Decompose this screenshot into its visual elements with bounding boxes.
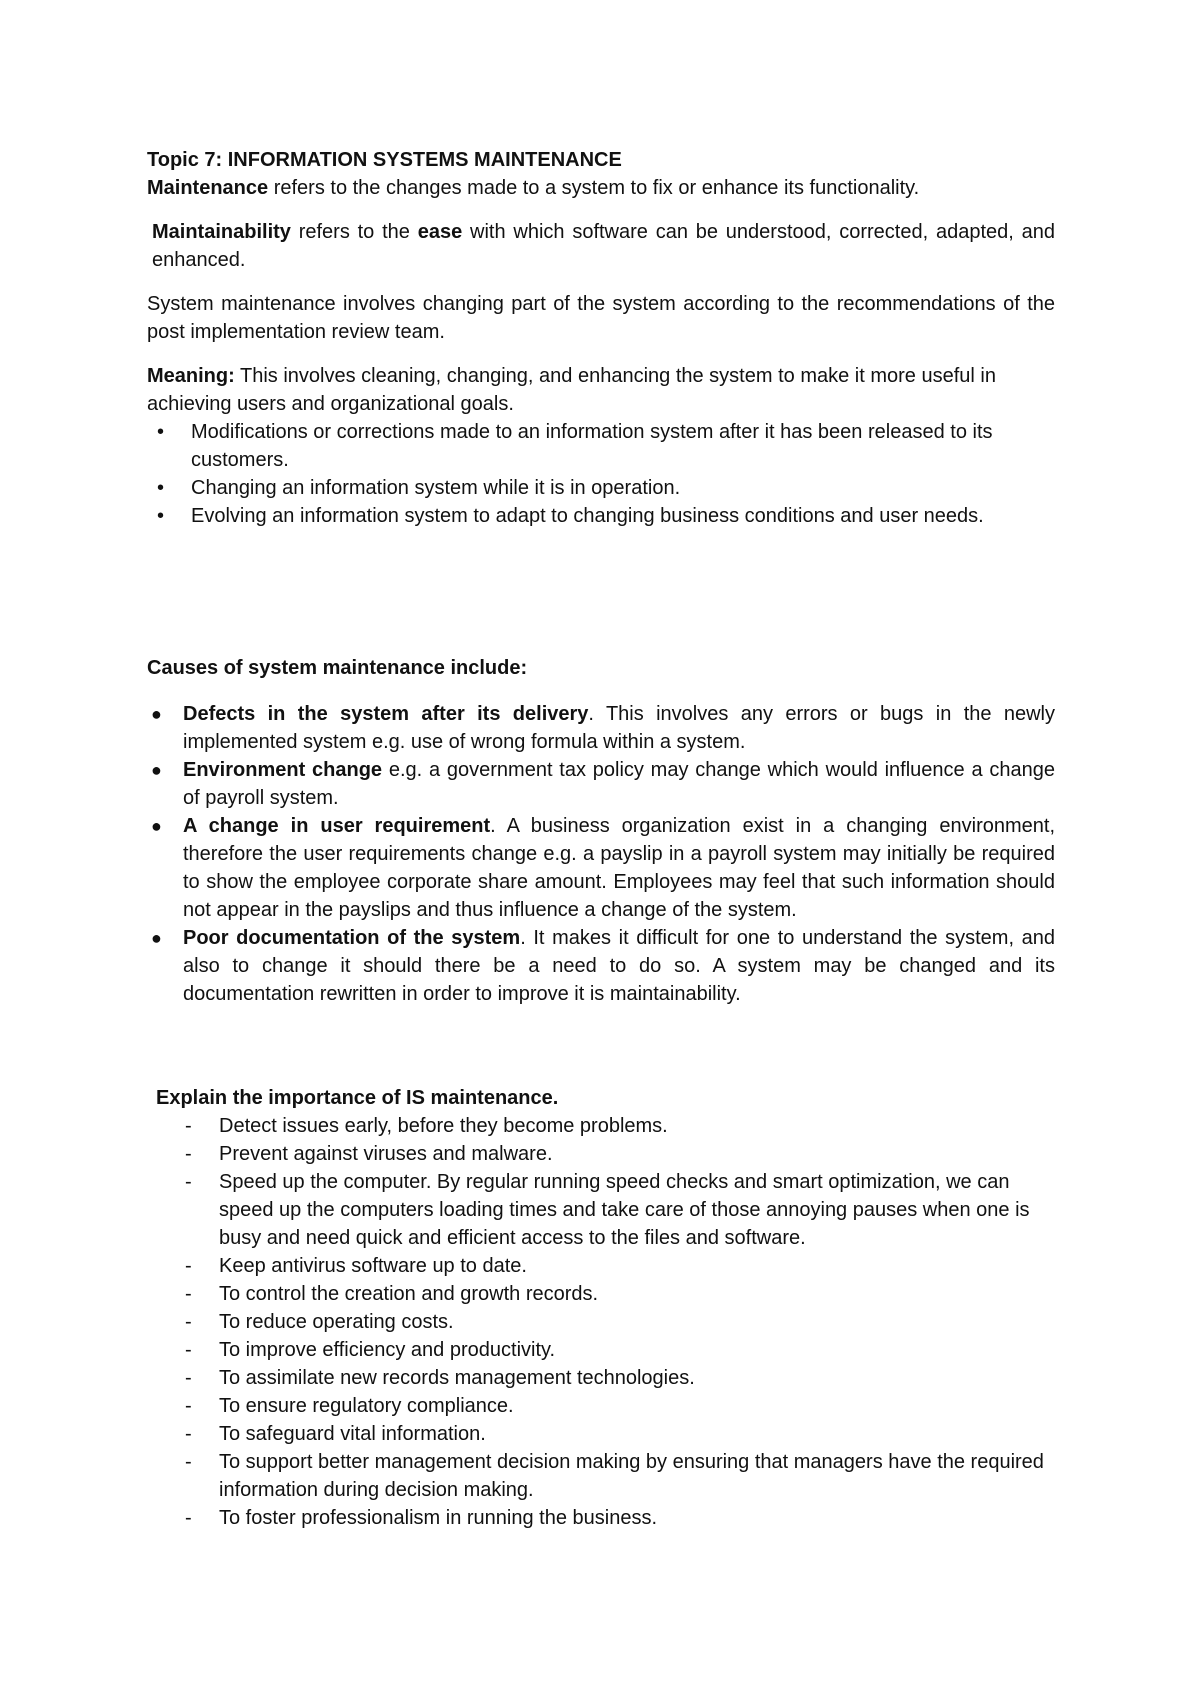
list-item xyxy=(147,1252,1055,1280)
dash-marker: - xyxy=(185,1507,192,1529)
dash-marker: - xyxy=(185,1423,192,1445)
list-item xyxy=(147,1308,1055,1336)
maintainability-term: Maintainability xyxy=(152,221,291,243)
bullet-marker: • xyxy=(157,477,165,499)
list-item-text: To foster professionalism in running the business. xyxy=(219,1507,658,1529)
maintenance-text: refers to the changes made to a system to fix or enhance its functionality. xyxy=(268,177,920,199)
meaning-text: This involves cleaning, changing, and enhancing the system to make it more useful in achieving users and organizational goals. xyxy=(147,365,996,415)
list-item xyxy=(147,502,1055,530)
list-item-text: To safeguard vital information. xyxy=(219,1423,486,1445)
dash-marker: - xyxy=(185,1395,192,1417)
list-item xyxy=(147,1140,1055,1168)
list-item-text: Detect issues early, before they become problems. xyxy=(219,1115,668,1137)
maintainability-emphasis: ease xyxy=(417,221,463,243)
page-title xyxy=(147,146,1055,174)
bullet-marker: ● xyxy=(151,928,162,948)
cause-term: Environment change xyxy=(183,759,383,781)
dash-marker: - xyxy=(185,1171,192,1193)
document-page xyxy=(147,146,1055,1532)
dash-marker: - xyxy=(185,1311,192,1333)
cause-text: . A business organization exist in a changing environment, therefore the user requirements change e.g. a payslip in a payroll system may initially be required to show the employee corporate share amount. Employees may feel that such information should not appear in the payslips and thus influence a change of the system. xyxy=(183,815,1055,921)
cause-text: . It makes it difficult for one to understand the system, and also to change it should there be a need to do so. A system may be changed and its documentation rewritten in order to improve it is maintainability. xyxy=(183,927,1055,1005)
list-item-text: Keep antivirus software up to date. xyxy=(219,1255,527,1277)
bullet-marker: • xyxy=(157,421,165,443)
importance-heading xyxy=(147,1084,1055,1112)
list-item-text: Modifications or corrections made to an information system after it has been released to its customers. xyxy=(191,421,993,471)
cause-text: . This involves any errors or bugs in the newly implemented system e.g. use of wrong formula within a system. xyxy=(183,703,1055,753)
list-item-text: To support better management decision making by ensuring that managers have the required information during decision making. xyxy=(219,1451,1044,1501)
list-item xyxy=(147,1504,1055,1532)
maintainability-text-a: refers to the xyxy=(290,221,418,243)
importance-list xyxy=(147,1112,1055,1532)
list-item xyxy=(147,812,1055,924)
list-item-text: Changing an information system while it is in operation. xyxy=(191,477,681,499)
list-item-text: To reduce operating costs. xyxy=(219,1311,454,1333)
list-item xyxy=(147,474,1055,502)
dash-marker: - xyxy=(185,1115,192,1137)
list-item-text: To control the creation and growth records. xyxy=(219,1283,599,1305)
dash-marker: - xyxy=(185,1367,192,1389)
cause-term: Poor documentation of the system xyxy=(183,927,521,949)
importance-heading-text: Explain the importance of IS maintenance. xyxy=(156,1087,559,1109)
list-item-text: To improve efficiency and productivity. xyxy=(219,1339,556,1361)
list-item xyxy=(147,756,1055,812)
list-item xyxy=(147,418,1055,474)
dash-marker: - xyxy=(185,1451,192,1473)
list-item-text: Speed up the computer. By regular running speed checks and smart optimization, we can speed up the computers loading times and take care of those annoying pauses when one is busy and need quick and efficient access to the files and software. xyxy=(219,1171,1030,1249)
list-item xyxy=(147,924,1055,1008)
list-item xyxy=(147,700,1055,756)
bullet-marker: ● xyxy=(151,816,162,836)
dash-marker: - xyxy=(185,1339,192,1361)
cause-term: Defects in the system after its delivery xyxy=(183,703,589,725)
list-item xyxy=(147,1448,1055,1504)
maintenance-definition xyxy=(147,174,1055,202)
list-item xyxy=(147,1336,1055,1364)
bullet-marker: ● xyxy=(151,760,162,780)
bullet-marker: ● xyxy=(151,704,162,724)
causes-heading xyxy=(147,654,1055,682)
causes-heading-text: Causes of system maintenance include: xyxy=(147,657,528,679)
system-maintenance-paragraph: System maintenance involves changing part of the system according to the recommendations of the post implementation review team. xyxy=(147,293,1055,343)
list-item xyxy=(147,1392,1055,1420)
meaning-term: Meaning: xyxy=(147,365,235,387)
dash-marker: - xyxy=(185,1143,192,1165)
list-item-text: Evolving an information system to adapt to changing business conditions and user needs. xyxy=(191,505,984,527)
dash-marker: - xyxy=(185,1255,192,1277)
list-item xyxy=(147,1280,1055,1308)
list-item-text: To assimilate new records management technologies. xyxy=(219,1367,695,1389)
dash-marker: - xyxy=(185,1283,192,1305)
cause-term: A change in user requirement xyxy=(183,815,491,837)
maintainability-definition xyxy=(147,218,1055,274)
meaning-paragraph xyxy=(147,362,1055,418)
list-item xyxy=(147,1112,1055,1140)
list-item-text: To ensure regulatory compliance. xyxy=(219,1395,514,1417)
maintenance-term: Maintenance xyxy=(147,177,269,199)
title-text: Topic 7: INFORMATION SYSTEMS MAINTENANCE xyxy=(147,149,622,171)
list-item xyxy=(147,1168,1055,1252)
meaning-list xyxy=(147,418,1055,530)
list-item xyxy=(147,1420,1055,1448)
maintainability-text-b: with which software can be understood, corrected, adapted, and enhanced. xyxy=(152,221,1055,271)
cause-text: e.g. a government tax policy may change which would influence a change of payroll system. xyxy=(183,759,1055,809)
bullet-marker: • xyxy=(157,505,165,527)
list-item-text: Prevent against viruses and malware. xyxy=(219,1143,553,1165)
list-item xyxy=(147,1364,1055,1392)
causes-list xyxy=(147,700,1055,1008)
